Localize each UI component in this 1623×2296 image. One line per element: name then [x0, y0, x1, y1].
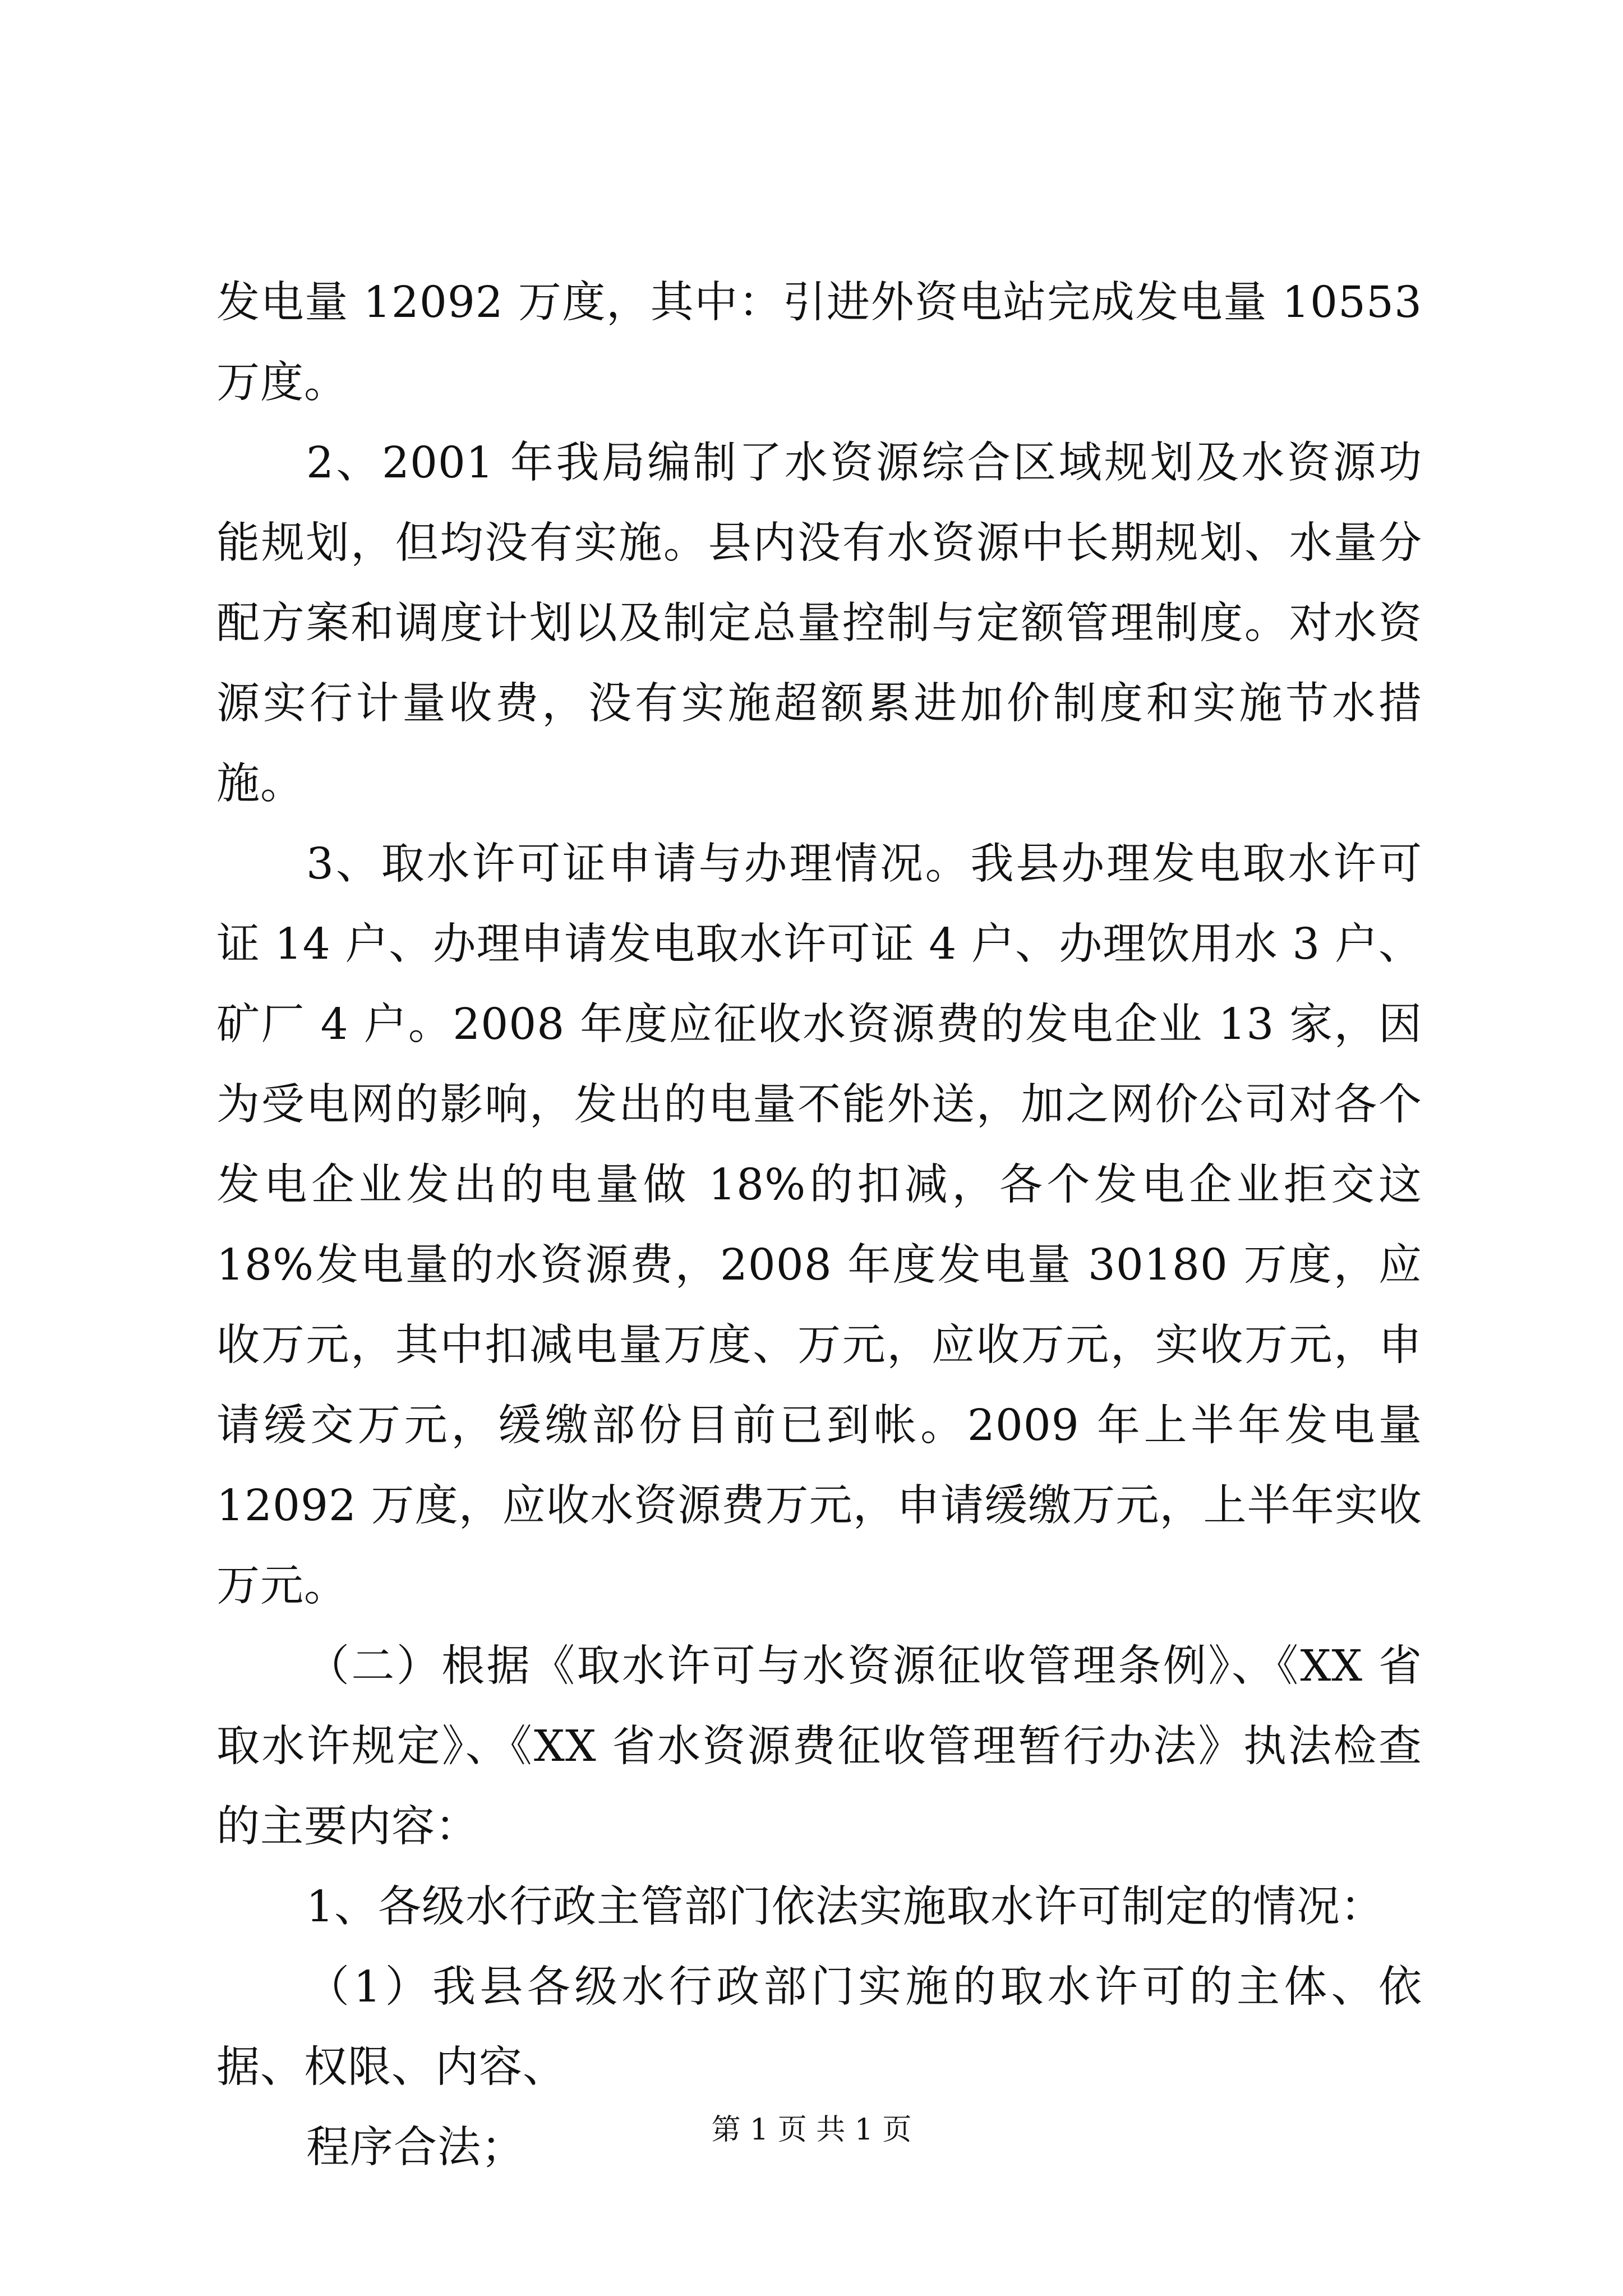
document-body — [216, 263, 1422, 2188]
paragraph-1: 发电量 12092 万度，其中：引进外资电站完成发电量 10553 万度。 — [216, 278, 1422, 408]
paragraph-3: 3、取水许可证申请与办理情况。我县办理发电取水许可证 14 户、办理申请发电取水许可证 4 户、办理饮用水 3 户、矿厂 4 户。2008 年度应征收水资源费的发电企业 13 家，因为受电网的影响，发出的电量不能外送，加之网价公司对各个发电企业发出的电量做 18%的扣减，各个发电企业拒交这 18%发电量的水资源费，2008 年度发电量 30180 万度，应收万元，其中扣减电量万度、万元，应收万元，实收万元，申请缓交万元，缓缴部份目前已到帐。2009 年上半年发电量 12092 万度，应收水资源费万元，申请缓缴万元，上半年实收万元。 — [216, 839, 1422, 1611]
paragraph-2: 2、2001 年我局编制了水资源综合区域规划及水资源功能规划，但均没有实施。县内没有水资源中长期规划、水量分配方案和调度计划以及制定总量控制与定额管理制度。对水资源实行计量收费，没有实施超额累进加价制度和实施节水措施。 — [216, 438, 1422, 809]
paragraph-4: （二）根据《取水许可与水资源征收管理条例》、《XX 省取水许规定》、《XX 省水资源费征收管理暂行办法》执法检查的主要内容： — [216, 1641, 1422, 1852]
page-footer: 第 1 页 共 1 页 — [711, 2113, 912, 2147]
paragraph-6: （1）我县各级水行政部门实施的取水许可的主体、依据、权限、内容、 — [216, 1962, 1422, 2092]
paragraph-7: 程序合法； — [306, 2123, 525, 2173]
paragraph-5: 1、各级水行政主管部门依法实施取水许可制定的情况： — [306, 1882, 1384, 1932]
